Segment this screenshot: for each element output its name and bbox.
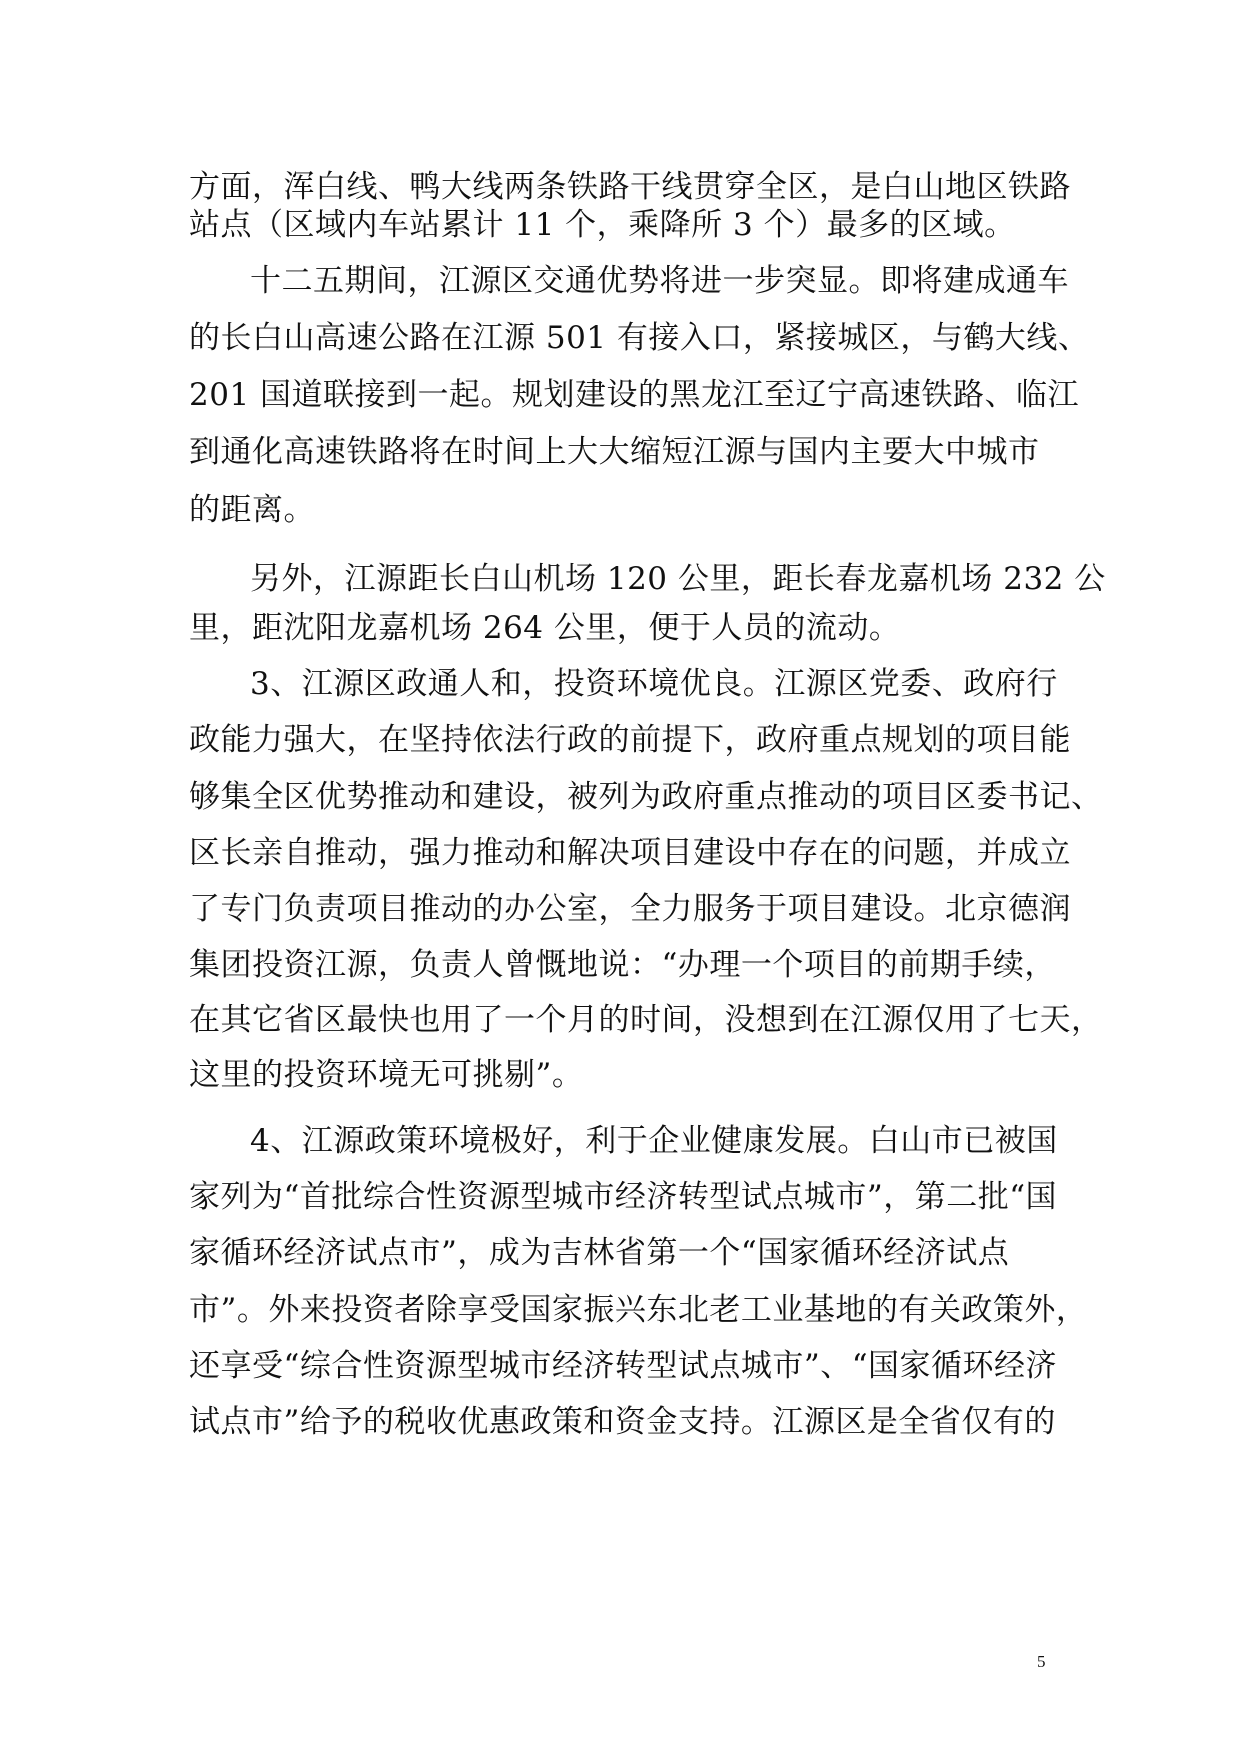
text-line: 市”。外来投资者除享受国家振兴东北老工业基地的有关政策外，	[189, 1292, 1088, 1328]
text-line: 站点（区域内车站累计 11 个，乘降所 3 个）最多的区域。	[189, 207, 1016, 243]
page-number: 5	[1037, 1652, 1046, 1671]
text-line: 还享受“综合性资源型城市经济转型试点城市”、“国家循环经济	[189, 1348, 1058, 1384]
text-line: 在其它省区最快也用了一个月的时间，没想到在江源仅用了七天，	[189, 1002, 1103, 1038]
text-line: 到通化高速铁路将在时间上大大缩短江源与国内主要大中城市	[189, 434, 1040, 470]
text-line: 201 国道联接到一起。规划建设的黑龙江至辽宁高速铁路、临江	[189, 377, 1080, 413]
paragraph-start-line: 4、江源政策环境极好，利于企业健康发展。白山市已被国	[250, 1123, 1058, 1159]
text-line: 够集全区优势推动和建设，被列为政府重点推动的项目区委书记、	[189, 779, 1103, 815]
paragraph-start-line: 十二五期间，江源区交通优势将进一步突显。即将建成通车	[250, 263, 1069, 299]
text-line: 了专门负责项目推动的办公室，全力服务于项目建设。北京德润	[189, 891, 1071, 927]
text-line: 里，距沈阳龙嘉机场 264 公里，便于人员的流动。	[189, 610, 901, 646]
text-line: 区长亲自推动，强力推动和解决项目建设中存在的问题，并成立	[189, 835, 1071, 871]
text-line: 的距离。	[189, 492, 315, 528]
paragraph-start-line: 3、江源区政通人和，投资环境优良。江源区党委、政府行	[250, 666, 1058, 702]
text-line: 家列为“首批综合性资源型城市经济转型试点城市”，第二批“国	[189, 1179, 1058, 1215]
text-line: 这里的投资环境无可挑剔”。	[189, 1057, 584, 1093]
paragraph-start-line: 另外，江源距长白山机场 120 公里，距长春龙嘉机场 232 公	[250, 561, 1106, 597]
text-line: 集团投资江源，负责人曾慨地说：“办理一个项目的前期手续，	[189, 947, 1056, 983]
text-line: 的长白山高速公路在江源 501 有接入口，紧接城区，与鹤大线、	[189, 320, 1090, 356]
text-line: 政能力强大，在坚持依法行政的前提下，政府重点规划的项目能	[189, 722, 1071, 758]
text-line: 方面，浑白线、鸭大线两条铁路干线贯穿全区，是白山地区铁路	[189, 169, 1071, 205]
text-line: 试点市”给予的税收优惠政策和资金支持。江源区是全省仅有的	[189, 1404, 1056, 1440]
text-line: 家循环经济试点市”，成为吉林省第一个“国家循环经济试点	[189, 1235, 1010, 1271]
